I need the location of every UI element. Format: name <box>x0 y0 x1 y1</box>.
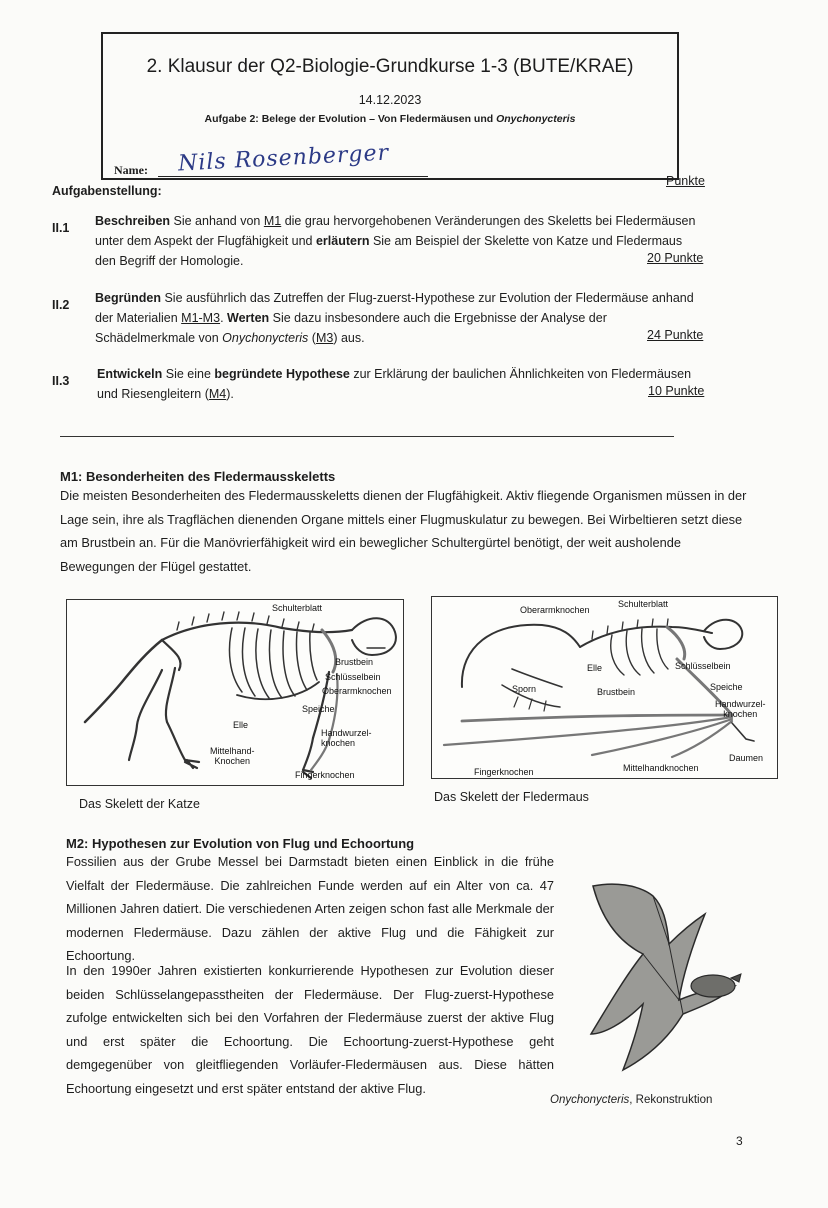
bat-label-handwurzel: Handwurzel- knochen <box>715 699 766 719</box>
bat-label-oberarm: Oberarmknochen <box>520 605 590 615</box>
tasks-heading: Aufgabenstellung: <box>52 184 162 198</box>
task-2-number: II.2 <box>52 298 70 312</box>
task-1-number: II.1 <box>52 221 70 235</box>
separator-line <box>60 436 674 437</box>
bat-label-daumen: Daumen <box>729 753 764 763</box>
bat-skeleton-figure <box>431 596 778 779</box>
exam-title: 2. Klausur der Q2-Biologie-Grundkurse 1-3 (BUTE/KRAE) <box>146 56 634 77</box>
bat-label-finger: Fingerknochen <box>474 767 534 777</box>
bat-label-schluesselbein: Schlüsselbein <box>675 661 731 671</box>
task-3-points: 10 Punkte <box>648 384 705 398</box>
onychonycteris-caption: Onychonycteris, Rekonstruktion <box>550 1094 713 1106</box>
cat-caption: Das Skelett der Katze <box>79 797 200 811</box>
bat-caption: Das Skelett der Fledermaus <box>434 790 589 804</box>
m1-text: Die meisten Besonderheiten des Fledermausskeletts dienen der Flugfähigkeit. Aktiv fliegende Organismen müssen in der Lage sein, ihre als Tragflächen dienenden Organe mittels einer Flugmuskulatur zu bewegen. Bei Wirbeltieren setzt diese am Brustbein an. Für die Manövrierfähigkeit wird ein beweglicher Schultergürtel benötigt, der weit ausholende Bewegungen der Flügel gestattet. <box>60 488 747 574</box>
m2-paragraph-1: Fossilien aus der Grube Messel bei Darmstadt bieten einen Einblick in die frühe Vielfalt der Fledermäuse. Die zahlreichen Funde werden auf ein Alter von ca. 47 Millionen Jahren datiert. Die verschiedenen Arten zeigen schon fast alle Merkmale der modernen Fledermäuse. Dazu zählen der aktive Flug und die Fähigkeit zur Echoortung. <box>66 854 554 963</box>
task-title: Aufgabe 2: Belege der Evolution – Von Fledermäusen und Onychonycteris <box>204 113 576 125</box>
bat-label-elle: Elle <box>587 663 603 673</box>
exam-date: 14.12.2023 <box>358 93 422 107</box>
page-number: 3 <box>736 1134 743 1148</box>
task-3-text: Entwickeln Sie eine begründete Hypothese zur Erklärung der baulichen Ähnlichkeiten von Fledermäusen und Riesengleitern (M4). <box>97 367 692 401</box>
cat-label-mittelhand: Mittelhand- Knochen <box>210 746 255 766</box>
task-2-points: 24 Punkte <box>647 328 704 342</box>
cat-label-schluesselbein: Schlüsselbein <box>325 672 381 682</box>
cat-label-schulterblatt: Schulterblatt <box>272 603 323 613</box>
bat-illustration <box>583 874 749 1078</box>
bat-label-brustbein: Brustbein <box>597 687 636 697</box>
task-1-points: 20 Punkte <box>647 251 704 265</box>
student-name-handwritten: Nils Rosenberger <box>177 140 390 177</box>
name-label: Name: <box>114 163 148 177</box>
name-line <box>158 176 428 177</box>
m1-heading: M1: Besonderheiten des Fledermausskeletts <box>60 469 336 484</box>
points-heading: Punkte <box>666 174 705 188</box>
cat-label-brustbein: Brustbein <box>335 657 374 667</box>
cat-label-finger: Fingerknochen <box>295 770 355 780</box>
cat-skeleton-figure <box>66 599 404 786</box>
task-3-number: II.3 <box>52 374 70 388</box>
bat-label-mittelhand: Mittelhandknochen <box>623 763 699 773</box>
bat-label-schulterblatt: Schulterblatt <box>618 599 669 609</box>
cat-label-elle: Elle <box>233 720 249 730</box>
task-1-text: Beschreiben Sie anhand von M1 die grau hervorgehobenen Veränderungen des Skeletts bei Fledermäusen unter dem Aspekt der Flugfähigkeit und erläutern Sie am Beispiel der Skelette von Katze und Fledermaus den Begriff der Homologie. <box>95 214 696 268</box>
m2-paragraph-2: In den 1990er Jahren existierten konkurrierende Hypothesen zur Evolution dieser beiden Schlüsselangepasstheiten der Fledermäuse. Der Flug-zuerst-Hypothese zufolge entwickelten sich bei den Vorfahren der Fledermäuse zuerst der aktive Flug und erst später die Echoortung. Die Echoortung-zuerst-Hypothese geht demgegenüber von gleitfliegenden Vorläufer-Fledermäusen aus. Diese hätten Echoortung eingesetzt und erst später entstand der aktive Flug. <box>66 963 554 1096</box>
m2-heading: M2: Hypothesen zur Evolution von Flug und Echoortung <box>66 836 415 851</box>
cat-label-handwurzel: Handwurzel- knochen <box>321 728 372 748</box>
bat-label-speiche: Speiche <box>710 682 743 692</box>
cat-label-oberarm: Oberarmknochen <box>322 686 392 696</box>
onychonycteris-reconstruction-image <box>583 874 749 1078</box>
cat-label-speiche: Speiche <box>302 704 335 714</box>
bat-label-sporn: Sporn <box>512 684 537 694</box>
task-2-text: Begründen Sie ausführlich das Zutreffen der Flug-zuerst-Hypothese zur Evolution der Fledermäuse anhand der Materialien M1-M3. Werten Sie dazu insbesondere auch die Ergebnisse der Analyse der Schädelmerkmale von Onychonycteris (M3) aus. <box>95 291 694 345</box>
